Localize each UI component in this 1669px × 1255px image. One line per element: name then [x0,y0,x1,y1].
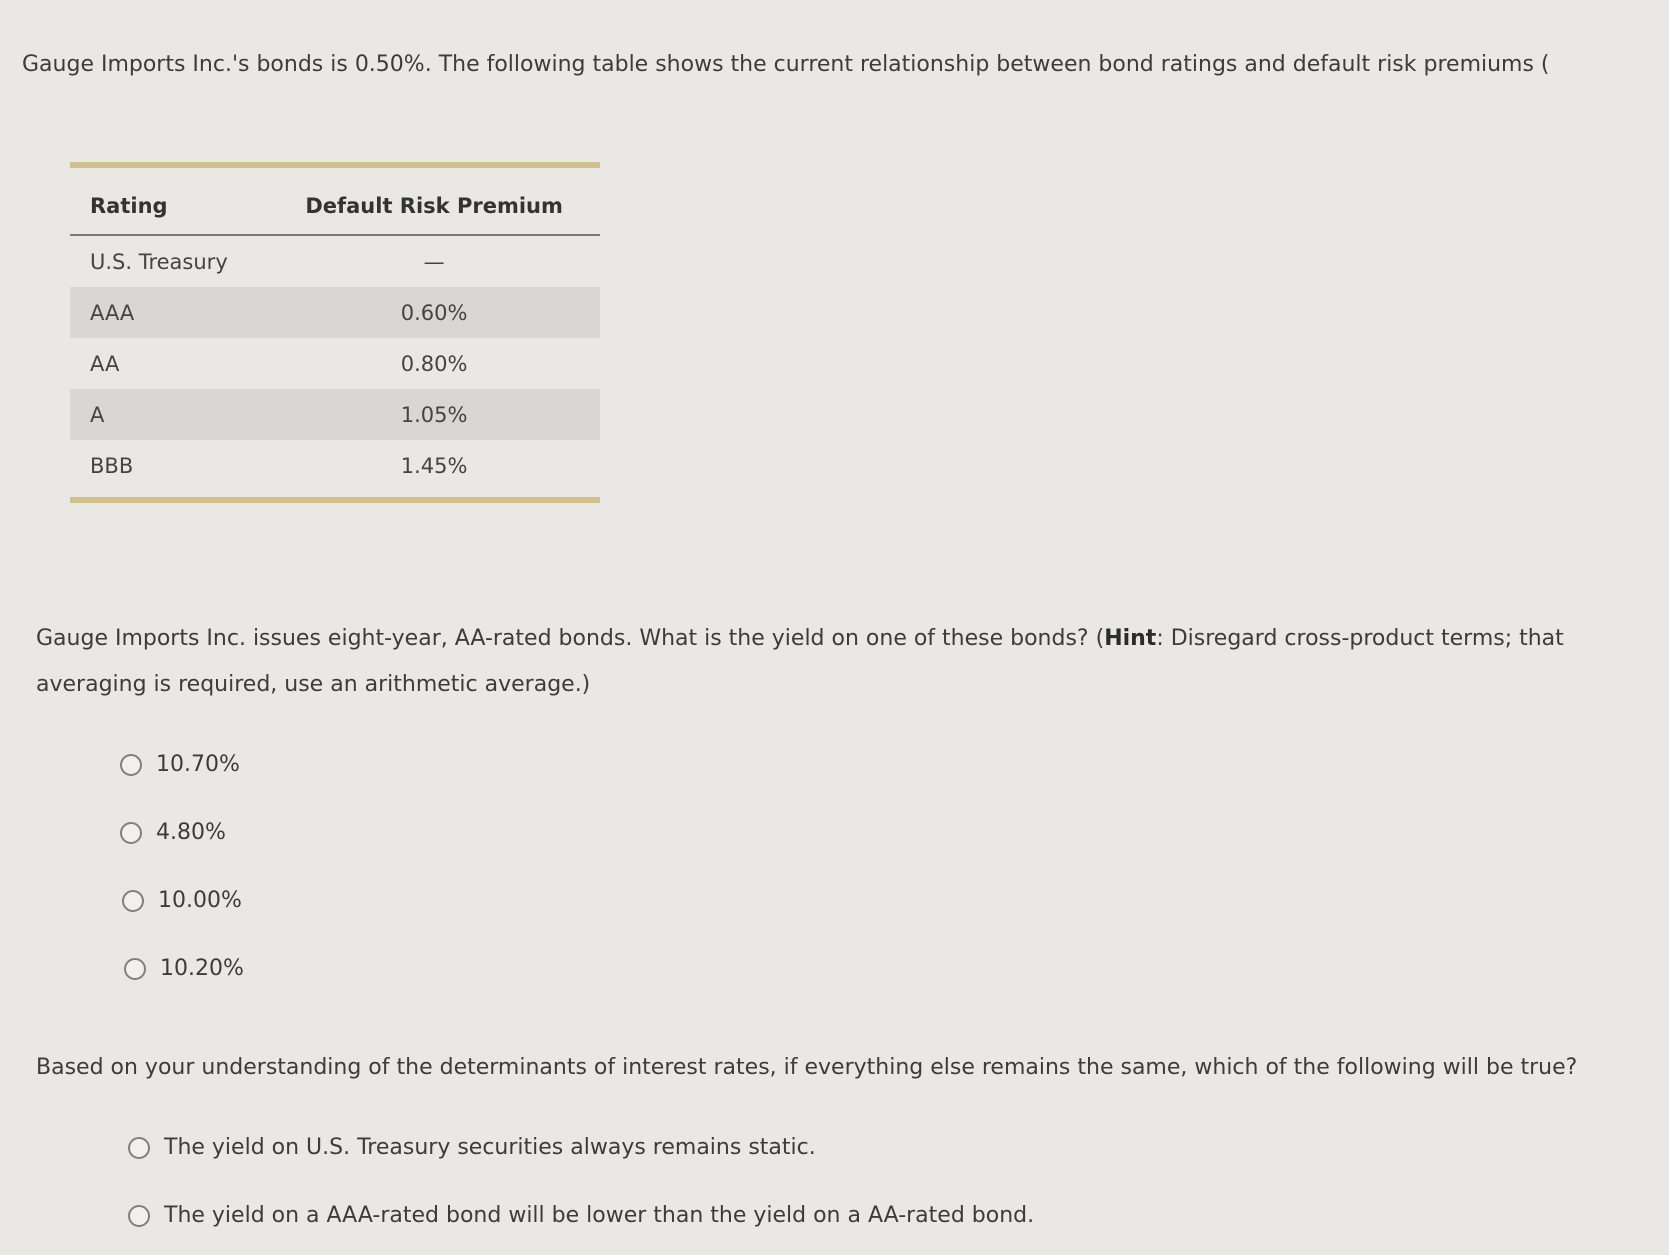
premium-cell: — [423,249,445,274]
question-1-text [36,616,1666,708]
q1-option-1[interactable] [120,752,240,777]
rating-cell: BBB [90,453,134,478]
premium-cell: 1.05% [268,389,600,440]
question-2-text: Based on your understanding of the determinants of interest rates, if everything else remains the same, which of the following will be true? [36,1055,1578,1080]
hint-label: Hint [1104,626,1157,651]
table-row [70,287,600,338]
q1-option-2[interactable] [120,820,226,845]
q1-option-label: 10.70% [156,752,240,777]
q1-option-label: 4.80% [156,820,226,845]
q1-option-4[interactable] [124,956,244,981]
rating-cell: U.S. Treasury [90,249,228,274]
q1-option-label: 10.00% [158,888,242,913]
rating-cell: A [70,389,268,440]
radio-button-icon[interactable] [128,1205,150,1227]
radio-button-icon[interactable] [120,754,142,776]
radio-button-icon[interactable] [122,890,144,912]
q2-option-1[interactable] [128,1135,816,1160]
table-bottom-rule [70,491,600,500]
rating-premium-table [70,162,600,503]
intro-text: Gauge Imports Inc.'s bonds is 0.50%. The following table shows the current relationship between bond ratings and default risk premiums ( [22,52,1550,77]
premium-cell: 0.60% [268,287,600,338]
premium-cell: 0.80% [400,351,468,376]
premium-cell: 1.45% [400,453,468,478]
table-row [70,389,600,440]
radio-button-icon[interactable] [120,822,142,844]
radio-button-icon[interactable] [128,1137,150,1159]
q1-option-3[interactable] [122,888,242,913]
q1-option-label: 10.20% [160,956,244,981]
q2-option-label: The yield on a AAA-rated bond will be lower than the yield on a AA-rated bond. [164,1203,1035,1228]
radio-button-icon[interactable] [124,958,146,980]
rating-cell: AA [90,351,120,376]
question-1-suffix: : Disregard cross-product terms; that averaging is required, use an arithmetic average.) [36,626,1564,697]
table-row [70,338,600,389]
table-row [70,440,600,491]
question-1-prefix: Gauge Imports Inc. issues eight-year, AA-rated bonds. What is the yield on one of these bonds? ( [36,626,1105,651]
rating-cell: AAA [70,287,268,338]
q2-option-2[interactable] [128,1203,1034,1228]
table-row [70,235,600,287]
q2-option-label: The yield on U.S. Treasury securities always remains static. [164,1135,816,1160]
header-default-risk-premium: Default Risk Premium [268,168,600,235]
header-rating: Rating [70,168,268,235]
